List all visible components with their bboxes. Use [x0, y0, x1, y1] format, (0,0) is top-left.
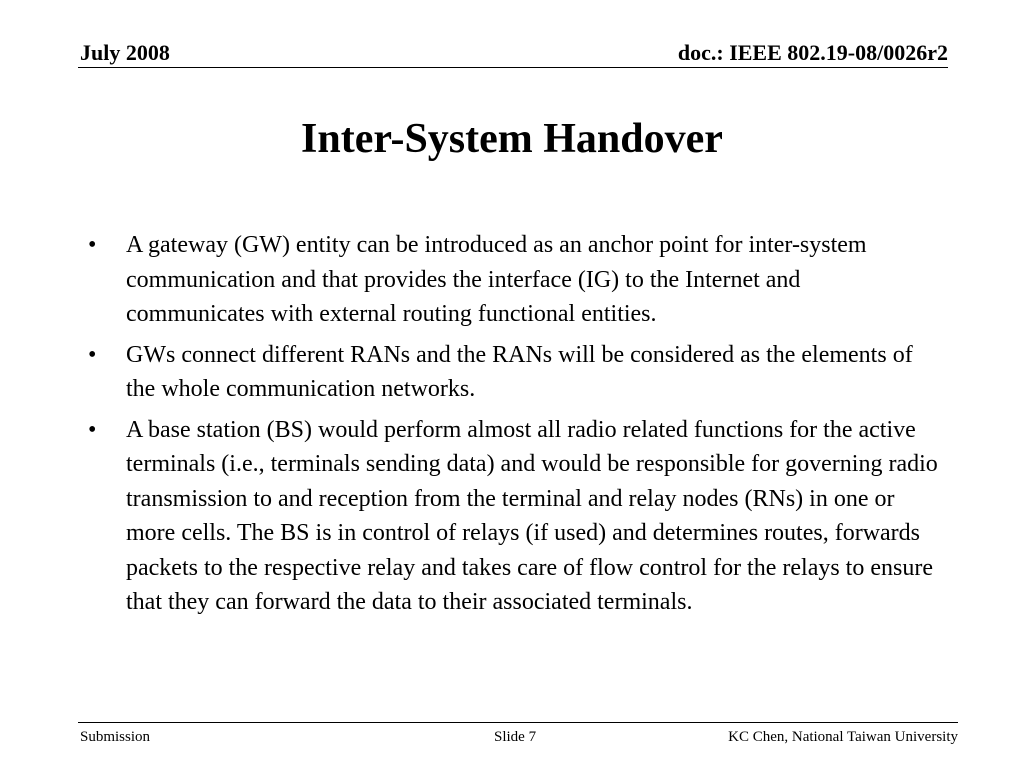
bullet-marker: • — [88, 416, 97, 443]
header-divider — [78, 67, 948, 68]
bullet-text: GWs connect different RANs and the RANs will be considered as the elements of the whole communication networks. — [126, 341, 913, 402]
footer-divider — [78, 722, 958, 723]
footer-slide-number: Slide 7 — [494, 729, 537, 745]
bullet-item — [80, 413, 940, 620]
bullet-item — [80, 228, 940, 332]
header-doc-id: doc.: IEEE 802.19-08/0026r2 — [677, 40, 948, 65]
bullet-text: A base station (BS) would perform almost all radio related functions for the active terminals (i.e., terminals sending data) and would be responsible for governing radio transmission to and reception from the terminal and relay nodes (RNs) in one or more cells. The BS is in control of relays (if used) and determines routes, forwards packets to the respective relay and takes care of flow control for the relays to ensure that they can forward the data to their associated terminals. — [126, 416, 938, 615]
bullet-list — [80, 228, 940, 626]
header-date: July 2008 — [80, 40, 170, 65]
footer-submission: Submission — [80, 729, 151, 745]
slide-title: Inter-System Handover — [301, 116, 723, 162]
bullet-item — [80, 338, 940, 407]
footer-author: KC Chen, National Taiwan University — [728, 729, 958, 745]
bullet-text: A gateway (GW) entity can be introduced as an anchor point for inter-system communication and that provides the interface (IG) to the Internet and communicates with external routing functional entities. — [126, 232, 867, 327]
bullet-marker: • — [88, 341, 97, 368]
bullet-marker: • — [88, 232, 97, 258]
